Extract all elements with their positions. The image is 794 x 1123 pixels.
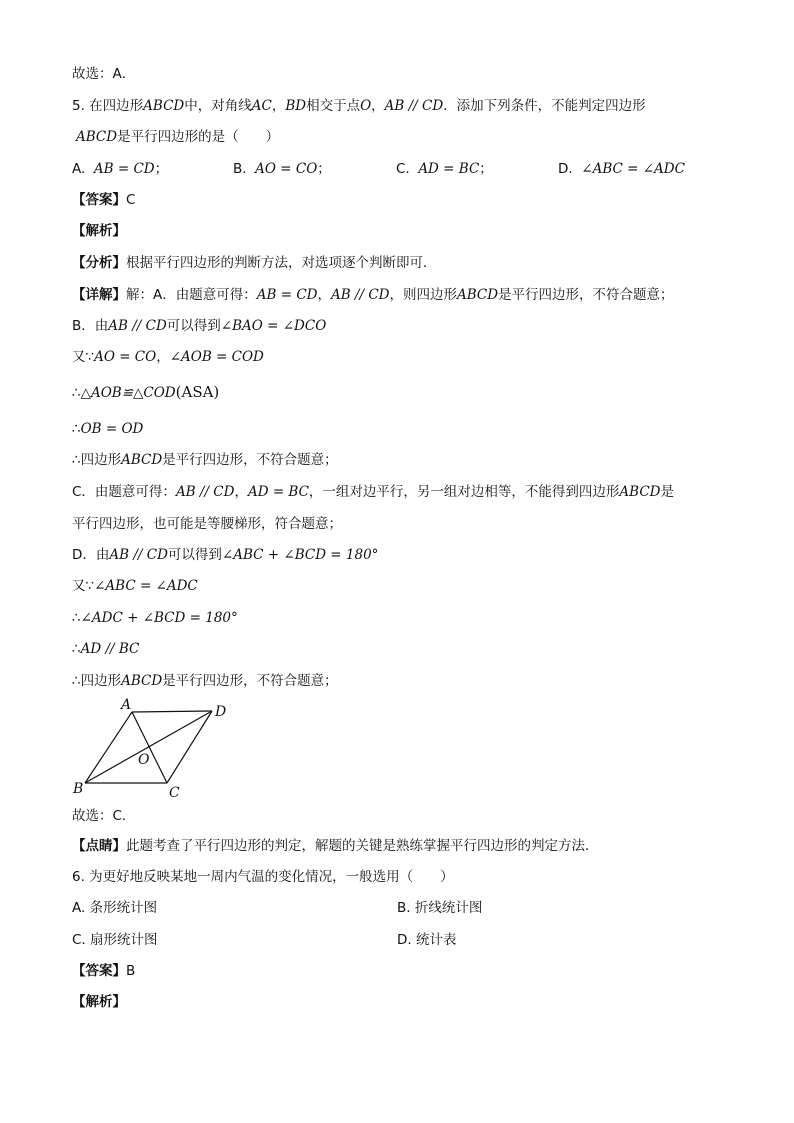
math: ∠ADC + ∠BCD = 180° (80, 610, 238, 626)
math: AD // BC (80, 641, 140, 657)
option-a (72, 159, 168, 179)
case-d-line1 (72, 545, 378, 565)
q6-option-d (397, 930, 456, 950)
text: B．由 (72, 318, 109, 334)
answer-5 (72, 190, 135, 210)
text: ，一组对边平行，另一组对边相等，不能得到四边形 (308, 484, 620, 500)
side-cd (167, 711, 212, 783)
math: AB // CD (330, 287, 390, 303)
analysis-heading-5 (72, 221, 126, 241)
dianjing-tag: 【点睛】 (72, 838, 126, 854)
answer-tag: 【答案】 (72, 192, 126, 208)
text: 又∵ (72, 578, 95, 594)
text: D．由 (72, 547, 110, 563)
vertex-label-b: B (73, 781, 84, 797)
answer-6 (72, 961, 135, 981)
text: D. 统计表 (397, 932, 457, 948)
math: AB // CD (108, 318, 167, 334)
analysis-tag: 【解析】 (72, 994, 126, 1010)
text: ∴四边形 (72, 452, 122, 468)
text: A. 条形统计图 (72, 900, 158, 916)
text: ； (154, 161, 169, 177)
dianjing-line (72, 836, 599, 856)
case-b-line5 (72, 450, 338, 470)
question-5-stem-line1 (72, 96, 646, 116)
text: 中，对角线 (184, 98, 252, 114)
conclusion-prev (72, 64, 135, 84)
text: ； (317, 161, 331, 177)
math: AB = CD (93, 161, 155, 177)
math: AD = BC (247, 484, 309, 500)
vertex-label-d: D (215, 704, 227, 720)
vertex-label-a: A (121, 697, 132, 713)
text: 解：A．由题意可得： (126, 287, 257, 303)
option-c (396, 159, 493, 179)
side-ad (132, 711, 212, 712)
text: 根据平行四边形的判断方法，对选项逐个判断即可． (126, 255, 437, 271)
text: 又∵ (72, 349, 95, 365)
math: AO = CO (255, 161, 318, 177)
math: O (360, 98, 372, 114)
math: ABCD (619, 484, 661, 500)
math: AO = CO (94, 349, 157, 365)
analysis-heading-6 (72, 992, 126, 1012)
case-d-line3 (72, 608, 238, 628)
text: 平行四边形，也可能是等腰梯形，符合题意； (72, 516, 342, 532)
text: 可以得到 (167, 547, 222, 563)
text: ∴ (72, 385, 81, 401)
text: ， (234, 484, 248, 500)
math: OB = OD (80, 421, 144, 437)
parallelogram-figure (66, 694, 246, 804)
math: ∠BAO = ∠DCO (220, 318, 327, 334)
math: AB // CD (384, 98, 444, 114)
text: ， (156, 349, 170, 365)
math: ABCD (456, 287, 499, 303)
conclusion-5 (72, 806, 135, 826)
math: (ASA) (175, 383, 220, 401)
text: ．添加下列条件，不能判定四边形 (443, 98, 646, 114)
text: ∴ (72, 641, 81, 657)
text: 6. 为更好地反映某地一周内气温的变化情况，一般选用（ ） (72, 869, 454, 885)
math: ∠ABC + ∠BCD = 180° (221, 547, 379, 563)
text: 故选：C． (72, 808, 136, 824)
case-b-line2 (72, 347, 264, 367)
side-ab (85, 712, 132, 783)
text: 是 (660, 484, 674, 500)
case-d-line2 (72, 576, 198, 596)
text: C. 扇形统计图 (72, 932, 158, 948)
xiangjie-line (72, 285, 674, 305)
text: 此题考查了平行四边形的判定，解题的关键是熟练掌握平行四边形的判定方法． (126, 838, 599, 854)
option-label: D. (558, 161, 573, 177)
answer-value: B (126, 963, 136, 979)
text: 是平行四边形，不符合题意； (162, 673, 338, 689)
text: B. 折线统计图 (397, 900, 483, 916)
q6-option-b (397, 898, 482, 918)
math: AB = CD (256, 287, 318, 303)
math: ABCD (143, 98, 185, 114)
case-c-line2 (72, 514, 342, 534)
intersection-label-o: O (138, 752, 150, 768)
text: ， (271, 98, 286, 114)
fenxi-line (72, 253, 437, 273)
case-c-line1 (72, 482, 674, 502)
answer-value: C (126, 192, 136, 208)
q6-option-a (72, 898, 157, 918)
question-5-stem-line2 (76, 127, 279, 147)
answer-tag: 【答案】 (72, 963, 126, 979)
fenxi-tag: 【分析】 (72, 255, 126, 271)
option-label: C. (396, 161, 410, 177)
math: △AOB≌△COD (80, 385, 176, 401)
text: ∴四边形 (72, 673, 122, 689)
case-b-line4 (72, 419, 143, 439)
option-d (558, 159, 685, 179)
text: 故选：A． (72, 66, 136, 82)
text: ∴ (72, 421, 81, 437)
text: 可以得到 (166, 318, 221, 334)
math: AB // CD (109, 547, 168, 563)
analysis-tag: 【解析】 (72, 223, 126, 239)
math: BD (285, 98, 307, 114)
math: AD = BC (418, 161, 480, 177)
math: ABCD (121, 452, 163, 468)
text: ， (317, 287, 331, 303)
q6-option-c (72, 930, 158, 950)
text: ； (479, 161, 493, 177)
text: 是平行四边形的是（ ） (117, 129, 280, 145)
text: 是平行四边形，不符合题意； (498, 287, 674, 303)
option-b (233, 159, 331, 179)
case-b-line3 (72, 382, 219, 403)
diagonal-ac (132, 712, 167, 783)
text: 5. 在四边形 (72, 98, 144, 114)
text: 相交于点 (306, 98, 361, 114)
math: AC (251, 98, 272, 114)
xiangjie-tag: 【详解】 (72, 287, 126, 303)
math: AB // CD (175, 484, 235, 500)
diagonal-bd (85, 711, 212, 783)
math: ∠ABC = ∠ADC (581, 161, 685, 177)
text: ，则四边形 (389, 287, 457, 303)
case-d-line5 (72, 671, 338, 691)
math: ABCD (76, 129, 118, 145)
text: C．由题意可得： (72, 484, 176, 500)
text: ∴ (72, 610, 81, 626)
math: ABCD (121, 673, 163, 689)
case-d-line4 (72, 639, 139, 659)
text: 是平行四边形，不符合题意； (162, 452, 338, 468)
text: ， (371, 98, 385, 114)
option-label: B. (233, 161, 247, 177)
question-6-stem (72, 867, 454, 887)
case-b-line1 (72, 316, 326, 336)
math: ∠ABC = ∠ADC (94, 578, 198, 594)
option-label: A. (72, 161, 86, 177)
math: ∠AOB = COD (169, 349, 264, 365)
vertex-label-c: C (169, 785, 180, 801)
